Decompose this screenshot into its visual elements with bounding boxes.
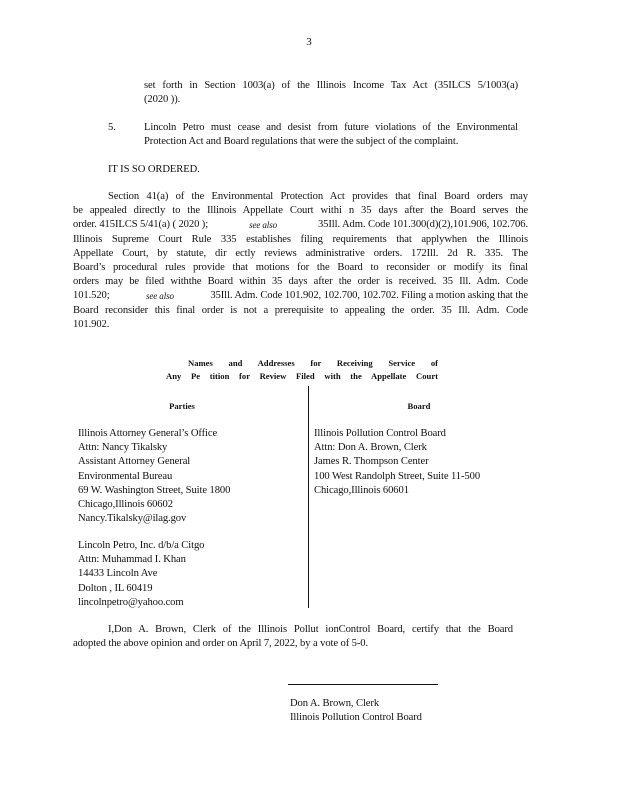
party-line: Attn: Nancy Tikalsky <box>78 442 168 454</box>
board-line: Attn: Don A. Brown, Clerk <box>314 442 427 454</box>
so-ordered: IT IS SO ORDERED. <box>108 164 200 175</box>
appeal-line-8a: 101.520; <box>73 290 110 302</box>
party-line: Chicago,Illinois 60602 <box>78 499 173 511</box>
service-table-title <box>160 357 450 383</box>
party-line: Assistant Attorney General <box>78 456 191 468</box>
signature-block <box>290 697 490 725</box>
certification <box>73 623 513 651</box>
party-line: Attn: Muhammad I. Khan <box>78 554 186 566</box>
appeal-line-3a: order. 415ILCS 5/41(a) ( 2020 ); <box>73 219 209 231</box>
appeal-line-4: Illinois Supreme Court Rule 335 establishes filing requirements that applywhen the Illinois <box>73 233 528 245</box>
party-line: 69 W. Washington Street, Suite 1800 <box>78 484 231 496</box>
signature-line <box>288 684 438 685</box>
signature-name: Don A. Brown, Clerk <box>290 698 380 709</box>
page-number: 3 <box>306 36 312 48</box>
appeal-line-3b: see also <box>249 220 278 231</box>
appeal-line-6: Board’s procedural rules provide that motions for the Board to reconsider or modify its final <box>73 262 528 274</box>
item-continuation-line2: (2020 )). <box>144 94 181 106</box>
item-continuation <box>144 79 518 107</box>
item-5-number: 5. <box>108 122 116 133</box>
party-attorney-general <box>78 427 303 526</box>
board-column-header: Board <box>407 401 431 411</box>
item-5-text <box>144 121 518 149</box>
appeal-line-1: Section 41(a) of the Environmental Protection Act provides that final Board orders may <box>108 191 528 202</box>
appeal-line-5: Appellate Court, by statute, dir ectly reviews administrative orders. 172Ill. 2d R. 335. The <box>73 247 528 259</box>
certification-line-1: I,Don A. Brown, Clerk of the Illinois Pollut ionControl Board, certify that the Board <box>108 624 513 635</box>
party-line: 14433 Lincoln Ave <box>78 568 158 580</box>
service-table-title-line1: Names and Addresses for Receiving Service of <box>188 358 438 368</box>
item-5-line1: Lincoln Petro must cease and desist from future violations of the Environmental <box>144 122 518 133</box>
item-continuation-line1: set forth in Section 1003(a) of the Illinois Income Tax Act (35ILCS 5/1003(a) <box>144 80 518 91</box>
item-5-line2: Protection Act and Board regulations that were the subject of the complaint. <box>144 136 459 148</box>
appeal-line-3c: 35Ill. Adm. Code 101.300(d)(2),101.906, 102.706. <box>317 219 528 231</box>
appeal-line-9: Board reconsider this final order is not a prerequisite to appealing the order. 35 Ill. Adm. Code <box>73 304 528 316</box>
appeal-line-7: orders may be filed withthe Board within 35 days after the order is received. 35 Ill. Adm. Code <box>73 276 528 288</box>
signature-org: Illinois Pollution Control Board <box>290 712 422 724</box>
parties-column-header: Parties <box>169 401 195 411</box>
appeal-line-8c: 35Ill. Adm. Code 101.902, 102.700, 102.702. Filing a motion asking that the <box>210 290 528 302</box>
board-line: Chicago,Illinois 60601 <box>314 484 409 496</box>
party-lincoln-petro <box>78 539 303 610</box>
party-line: Illinois Attorney General’s Office <box>78 428 218 439</box>
appeal-line-8b: see also <box>145 291 174 302</box>
appeal-paragraph <box>73 190 528 332</box>
board-line: Illinois Pollution Control Board <box>314 428 446 439</box>
party-line: Lincoln Petro, Inc. d/b/a Citgo <box>78 540 205 551</box>
appeal-line-10: 101.902. <box>73 318 110 330</box>
appeal-line-8 <box>73 289 528 303</box>
party-line: Dolton , IL 60419 <box>78 582 153 594</box>
board-line: James R. Thompson Center <box>314 456 429 468</box>
service-table-title-line2: Any Pe tition for Review Filed with the Appellate Court <box>166 371 438 381</box>
column-divider <box>308 386 309 608</box>
party-line: Environmental Bureau <box>78 470 173 482</box>
board-address <box>314 427 524 498</box>
certification-line-2: adopted the above opinion and order on April 7, 2022, by a vote of 5-0. <box>73 638 369 650</box>
board-line: 100 West Randolph Street, Suite 11-500 <box>314 470 481 482</box>
appeal-line-2: be appealed directly to the Illinois Appellate Court withi n 35 days after the Board serves the <box>73 205 528 217</box>
appeal-line-3 <box>73 218 528 232</box>
party-email: Nancy.Tikalsky@ilag.gov <box>78 513 187 525</box>
party-email: lincolnpetro@yahoo.com <box>78 596 184 608</box>
